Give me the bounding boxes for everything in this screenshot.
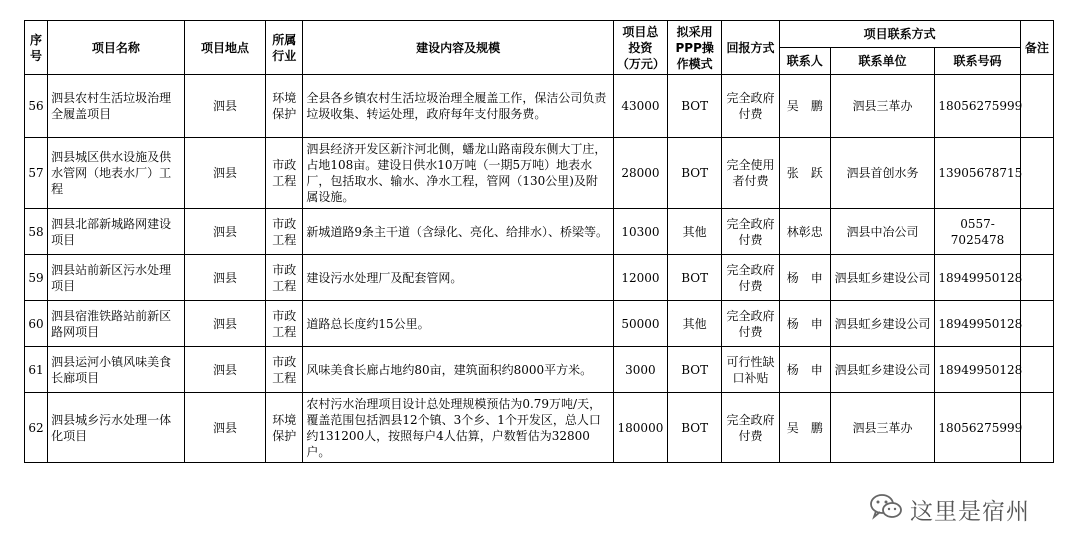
header-contact-unit: 联系单位 xyxy=(830,48,935,75)
row-contact-phone: 13905678715 xyxy=(935,138,1020,209)
row-investment: 3000 xyxy=(613,347,667,393)
table-row xyxy=(25,138,1054,209)
row-remark xyxy=(1020,347,1053,393)
row-contact-phone: 18949950128 xyxy=(935,255,1020,301)
row-contact-person: 林彰忠 xyxy=(779,209,830,255)
row-industry: 市政工程 xyxy=(266,138,303,209)
row-seq: 56 xyxy=(25,75,48,138)
row-remark xyxy=(1020,255,1053,301)
header-name: 项目名称 xyxy=(48,21,185,75)
row-name: 泗县城乡污水处理一体化项目 xyxy=(48,393,185,463)
header-contact-phone: 联系号码 xyxy=(935,48,1020,75)
row-ppp-mode: 其他 xyxy=(668,301,722,347)
row-location: 泗县 xyxy=(184,347,265,393)
row-contact-phone: 18056275999 xyxy=(935,75,1020,138)
row-return-mode: 完全政府付费 xyxy=(722,209,779,255)
row-seq: 62 xyxy=(25,393,48,463)
row-remark xyxy=(1020,75,1053,138)
row-return-mode: 可行性缺口补贴 xyxy=(722,347,779,393)
row-return-mode: 完全使用者付费 xyxy=(722,138,779,209)
row-ppp-mode: BOT xyxy=(668,255,722,301)
row-investment: 28000 xyxy=(613,138,667,209)
row-content: 全县各乡镇农村生活垃圾治理全履盖工作，保洁公司负责垃圾收集、转运处理，政府每年支付服务费。 xyxy=(303,75,613,138)
row-contact-unit: 泗县三革办 xyxy=(830,75,935,138)
row-ppp-mode: BOT xyxy=(668,138,722,209)
header-contact-group: 项目联系方式 xyxy=(779,21,1020,48)
row-contact-phone: 18056275999 xyxy=(935,393,1020,463)
row-contact-phone: 18949950128 xyxy=(935,301,1020,347)
row-contact-unit: 泗县虹乡建设公司 xyxy=(830,255,935,301)
row-content: 建设污水处理厂及配套管网。 xyxy=(303,255,613,301)
header-investment: 项目总投资（万元） xyxy=(613,21,667,75)
header-contact-person: 联系人 xyxy=(779,48,830,75)
row-contact-unit: 泗县三革办 xyxy=(830,393,935,463)
watermark xyxy=(870,492,1060,526)
row-seq: 61 xyxy=(25,347,48,393)
row-location: 泗县 xyxy=(184,255,265,301)
row-name: 泗县宿淮铁路站前新区路网项目 xyxy=(48,301,185,347)
row-content: 农村污水治理项目设计总处理规模预估为0.79万吨/天，覆盖范围包括泗县12个镇、3个乡、1个开发区，总人口约131200人，按照每户4人估算，户数暂估为32800户。 xyxy=(303,393,613,463)
header-return-mode: 回报方式 xyxy=(722,21,779,75)
row-content: 道路总长度约15公里。 xyxy=(303,301,613,347)
project-table xyxy=(24,20,1054,463)
row-seq: 59 xyxy=(25,255,48,301)
row-name: 泗县运河小镇风味美食长廊项目 xyxy=(48,347,185,393)
row-contact-phone: 18949950128 xyxy=(935,347,1020,393)
row-ppp-mode: BOT xyxy=(668,75,722,138)
row-contact-phone: 0557-7025478 xyxy=(935,209,1020,255)
row-remark xyxy=(1020,301,1053,347)
row-industry: 市政工程 xyxy=(266,255,303,301)
header-ppp-mode: 拟采用PPP操作模式 xyxy=(668,21,722,75)
wechat-icon xyxy=(870,493,902,525)
row-content: 风味美食长廊占地约80亩，建筑面积约8000平方米。 xyxy=(303,347,613,393)
row-ppp-mode: 其他 xyxy=(668,209,722,255)
row-name: 泗县城区供水设施及供水管网（地表水厂）工程 xyxy=(48,138,185,209)
row-industry: 市政工程 xyxy=(266,347,303,393)
row-name: 泗县站前新区污水处理项目 xyxy=(48,255,185,301)
row-contact-person: 吴 鹏 xyxy=(779,75,830,138)
row-remark xyxy=(1020,209,1053,255)
table-row xyxy=(25,301,1054,347)
row-name: 泗县北部新城路网建设项目 xyxy=(48,209,185,255)
row-return-mode: 完全政府付费 xyxy=(722,393,779,463)
row-seq: 57 xyxy=(25,138,48,209)
table-row xyxy=(25,393,1054,463)
row-content: 泗县经济开发区新汴河北侧，蟠龙山路南段东侧大丁庄，占地108亩。建设日供水10万吨（一期5万吨）地表水厂，包括取水、输水、净水工程，管网（130公里)及附属设施。 xyxy=(303,138,613,209)
table-row xyxy=(25,209,1054,255)
row-industry: 环境保护 xyxy=(266,393,303,463)
row-investment: 43000 xyxy=(613,75,667,138)
row-name: 泗县农村生活垃圾治理全履盖项目 xyxy=(48,75,185,138)
row-contact-unit: 泗县中冶公司 xyxy=(830,209,935,255)
header-industry: 所属行业 xyxy=(266,21,303,75)
row-return-mode: 完全政府付费 xyxy=(722,301,779,347)
row-contact-person: 杨 申 xyxy=(779,255,830,301)
row-location: 泗县 xyxy=(184,75,265,138)
row-industry: 市政工程 xyxy=(266,209,303,255)
row-seq: 58 xyxy=(25,209,48,255)
row-industry: 市政工程 xyxy=(266,301,303,347)
row-contact-person: 吴 鹏 xyxy=(779,393,830,463)
row-return-mode: 完全政府付费 xyxy=(722,255,779,301)
row-location: 泗县 xyxy=(184,393,265,463)
row-contact-person: 张 跃 xyxy=(779,138,830,209)
header-seq: 序号 xyxy=(25,21,48,75)
row-seq: 60 xyxy=(25,301,48,347)
row-investment: 10300 xyxy=(613,209,667,255)
row-remark xyxy=(1020,393,1053,463)
row-contact-unit: 泗县虹乡建设公司 xyxy=(830,347,935,393)
row-contact-unit: 泗县虹乡建设公司 xyxy=(830,301,935,347)
row-return-mode: 完全政府付费 xyxy=(722,75,779,138)
row-ppp-mode: BOT xyxy=(668,347,722,393)
row-investment: 50000 xyxy=(613,301,667,347)
header-location: 项目地点 xyxy=(184,21,265,75)
row-industry: 环境保护 xyxy=(266,75,303,138)
row-investment: 12000 xyxy=(613,255,667,301)
table-row xyxy=(25,255,1054,301)
row-location: 泗县 xyxy=(184,209,265,255)
row-remark xyxy=(1020,138,1053,209)
table-row xyxy=(25,75,1054,138)
row-contact-person: 杨 申 xyxy=(779,301,830,347)
row-contact-person: 杨 申 xyxy=(779,347,830,393)
row-location: 泗县 xyxy=(184,301,265,347)
row-ppp-mode: BOT xyxy=(668,393,722,463)
watermark-text: 这里是宿州 xyxy=(910,498,1030,525)
header-remark: 备注 xyxy=(1020,21,1053,75)
header-content: 建设内容及规模 xyxy=(303,21,613,75)
table-row xyxy=(25,347,1054,393)
row-content: 新城道路9条主干道（含绿化、亮化、给排水）、桥梁等。 xyxy=(303,209,613,255)
row-location: 泗县 xyxy=(184,138,265,209)
row-investment: 180000 xyxy=(613,393,667,463)
row-contact-unit: 泗县首创水务 xyxy=(830,138,935,209)
